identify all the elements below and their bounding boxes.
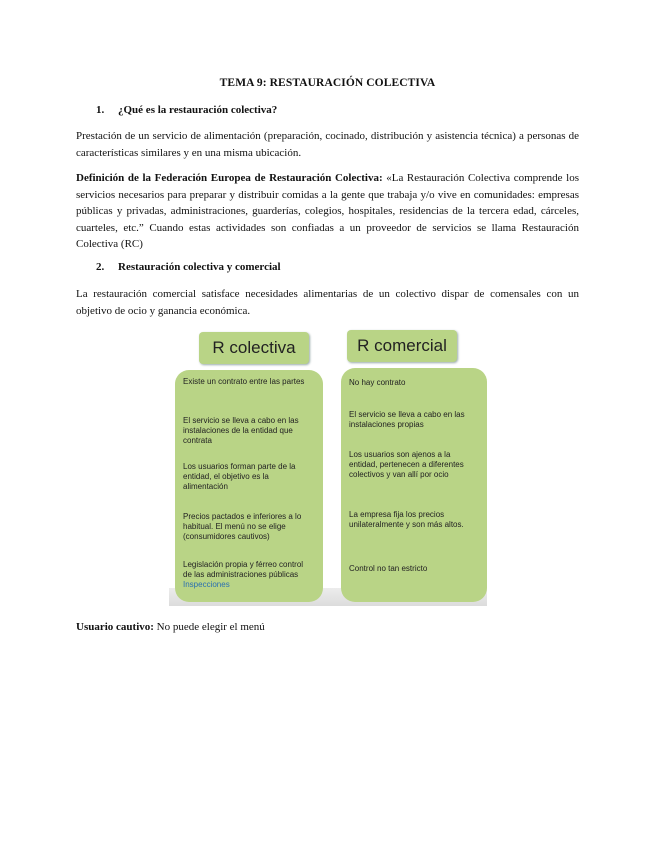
r-colectiva-box [175, 370, 323, 602]
section-2-heading [96, 261, 281, 273]
definition-text: «La Restauración Colectiva comprende los servicios necesarios para preparar y distribuir comidas a la gente que trabaja y/o vive en comunidades: empresas públicas y privadas, administraciones, guarderías, colegios, hospitales, residencias de la tercera edad, cárceles, cuarteles, etc.” Cuando estas actividades son confiadas a un proveedor de servicios se llama Restauración Colectiva (RC) [76, 172, 579, 250]
definition-paragraph [76, 170, 579, 253]
r-colectiva-item: Existe un contrato entre las partes [183, 377, 305, 386]
section-2-number: 2. [96, 261, 105, 273]
usuario-cautivo-text: No puede elegir el menú [153, 621, 265, 633]
r-colectiva-item: Los usuarios forman parte de la entidad, el objetivo es la alimentación [183, 462, 296, 491]
section-1-paragraph: Prestación de un servicio de alimentación (preparación, cocinado, distribución y asistencia técnica) a personas de características similares y en una misma ubicación. [76, 130, 579, 159]
definition-label: Definición de la Federación Europea de Restauración Colectiva: [76, 172, 383, 184]
r-colectiva-item: El servicio se lleva a cabo en las instalaciones de la entidad que contrata [183, 416, 299, 445]
section-1-number: 1. [96, 104, 105, 116]
inspecciones-note: Inspecciones [183, 580, 230, 589]
r-comercial-box [341, 368, 487, 602]
section-1-heading [96, 104, 277, 116]
r-comercial-item: Control no tan estricto [349, 564, 428, 573]
section-2-paragraph: La restauración comercial satisface necesidades alimentarias de un colectivo dispar de comensales con un objetivo de ocio y ganancia económica. [76, 288, 579, 317]
usuario-cautivo-line [76, 621, 265, 633]
r-comercial-item: No hay contrato [349, 378, 406, 387]
r-colectiva-item-last [183, 560, 313, 590]
comparison-figure [169, 326, 487, 606]
r-comercial-item: La empresa fija los precios unilateralmente y son más altos. [349, 510, 464, 529]
r-comercial-item: El servicio se lleva a cabo en las instalaciones propias [349, 410, 465, 429]
section-2-heading-text: Restauración colectiva y comercial [118, 261, 281, 273]
document-title: TEMA 9: RESTAURACIÓN COLECTIVA [219, 77, 436, 89]
section-1-heading-text: ¿Qué es la restauración colectiva? [118, 104, 278, 116]
r-comercial-title: R comercial [347, 330, 457, 362]
r-colectiva-item-text: Legislación propia y férreo control de las administraciones públicas [183, 560, 304, 579]
r-comercial-item: Los usuarios son ajenos a la entidad, pertenecen a diferentes colectivos y van allí por ocio [349, 450, 464, 479]
r-colectiva-title: R colectiva [199, 332, 309, 364]
r-colectiva-item: Precios pactados e inferiores a lo habitual. El menú no se elige (consumidores cautivos) [183, 512, 302, 541]
usuario-cautivo-label: Usuario cautivo: [76, 621, 154, 633]
